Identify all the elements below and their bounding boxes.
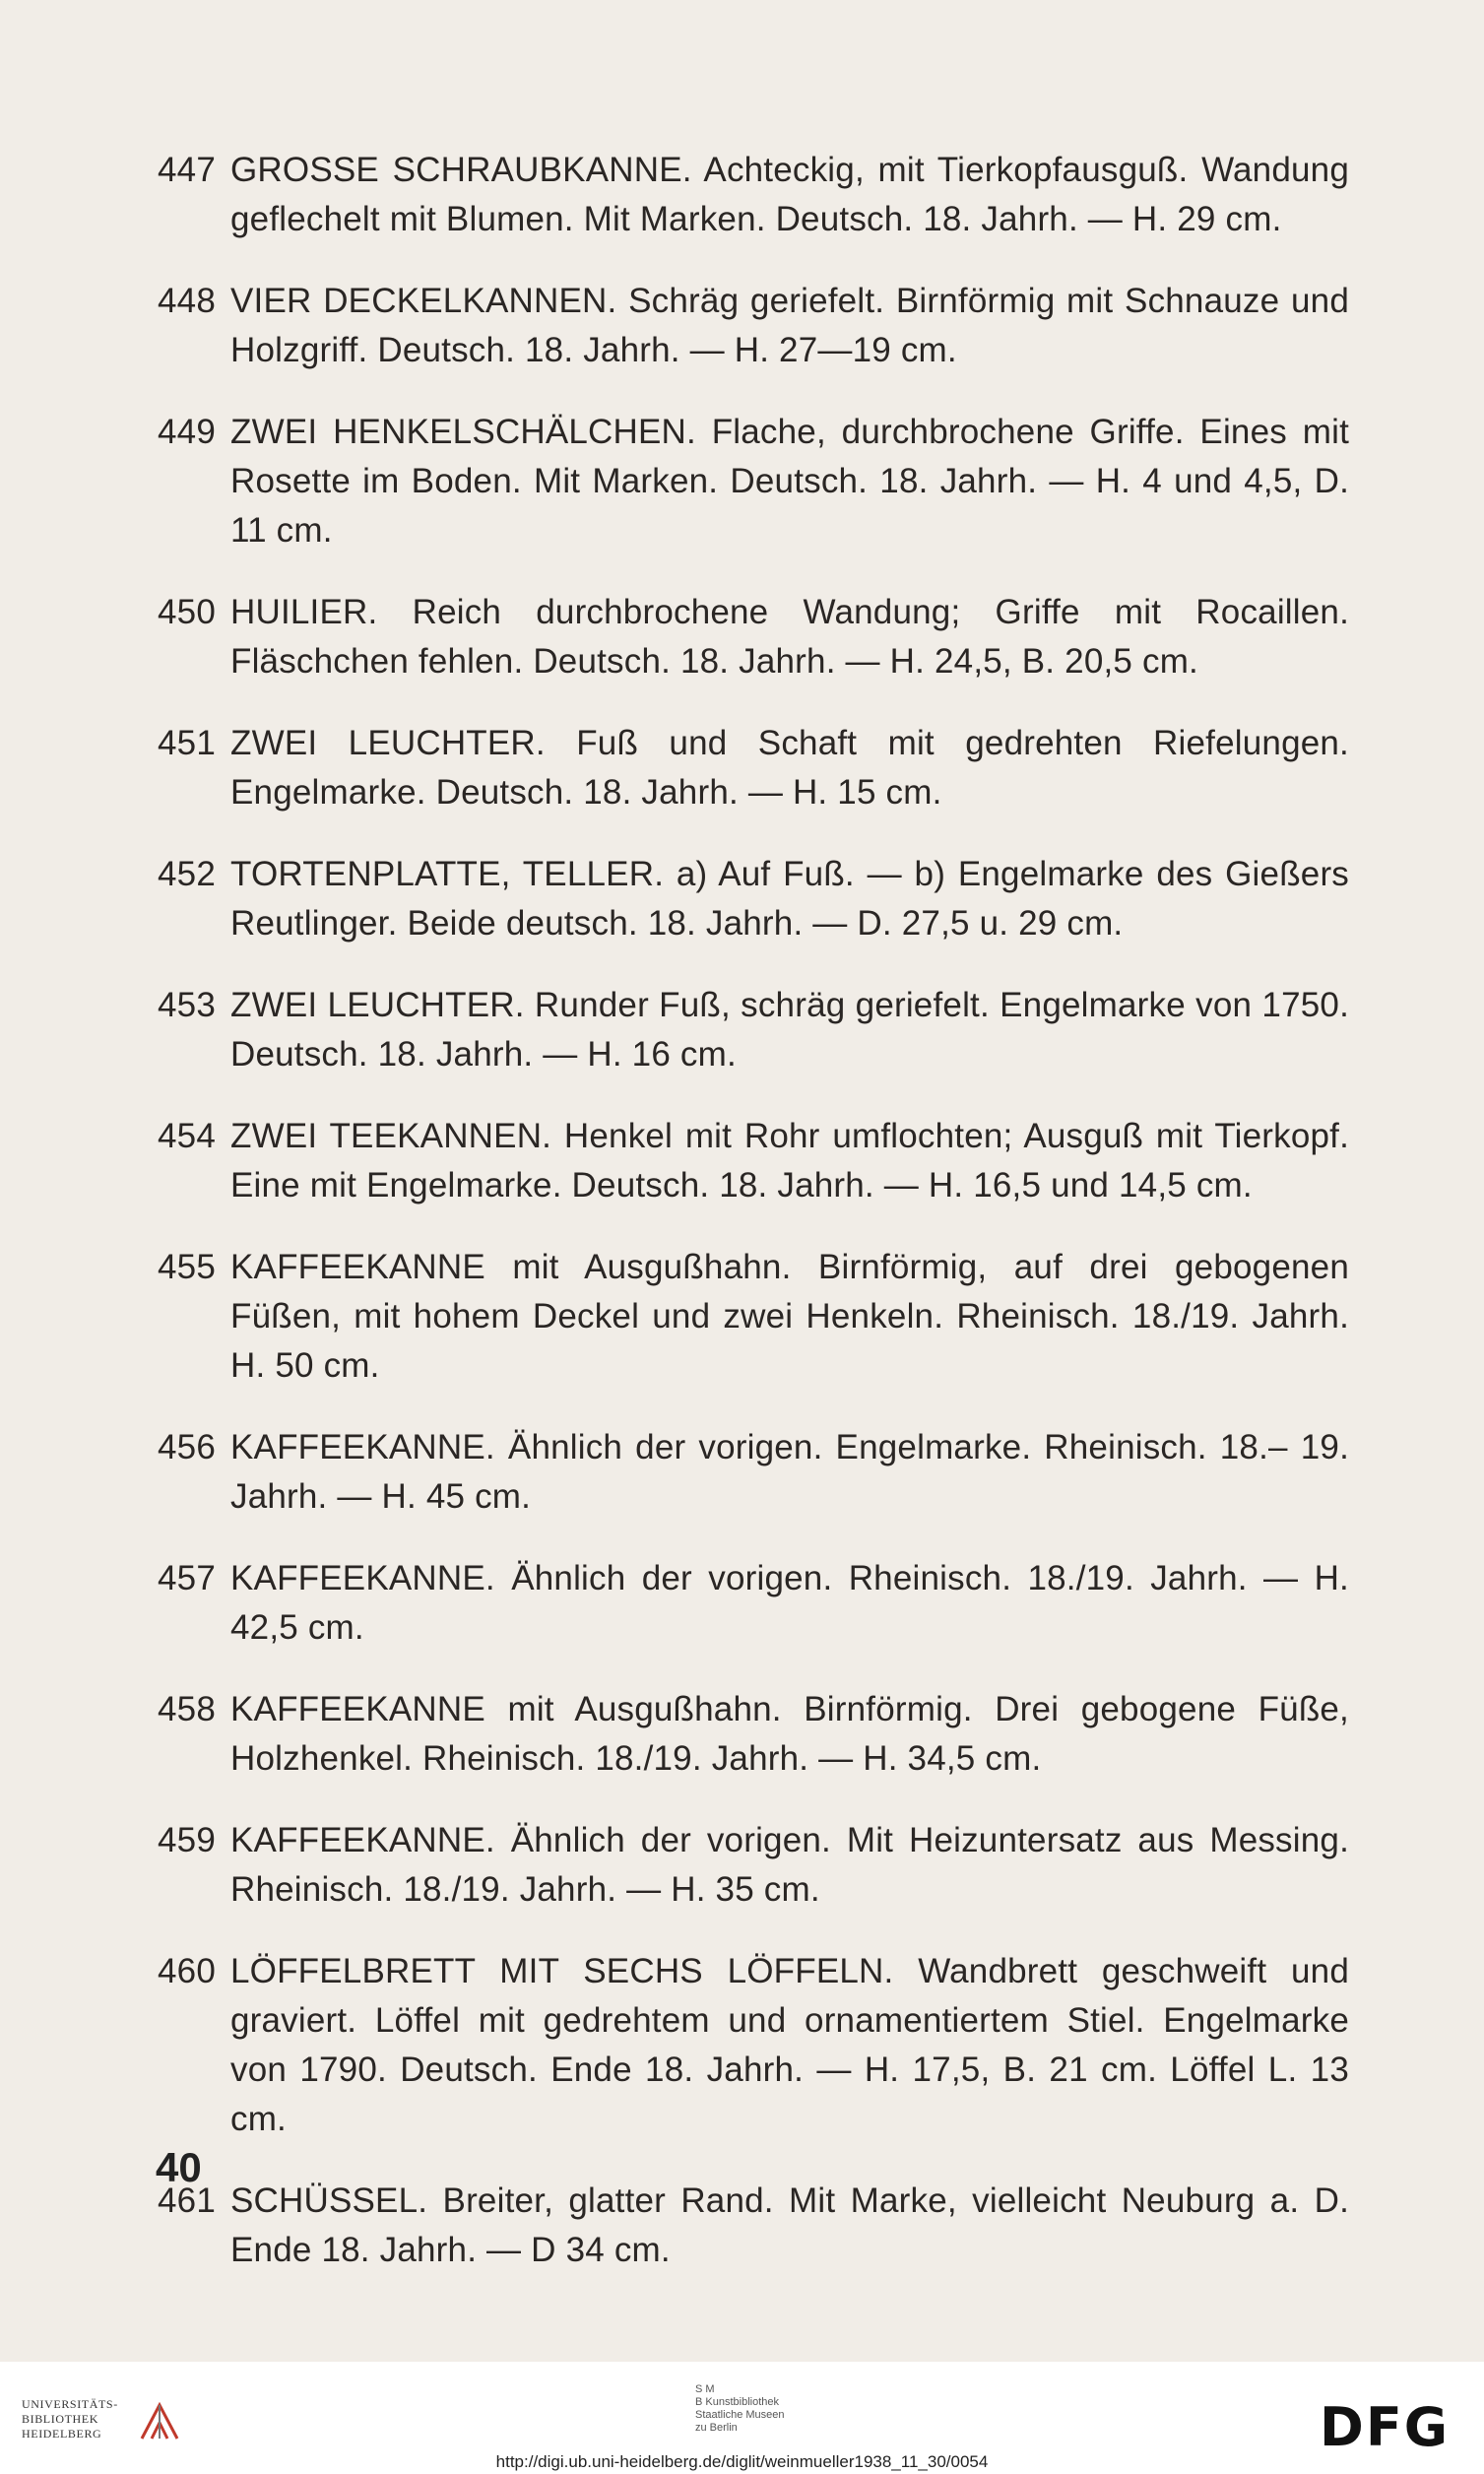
entry-number: 452 — [158, 855, 216, 893]
entry-text: KAFFEEKANNE mit Ausgußhahn. Birnförmig. Drei gebogene Füße, Holzhenkel. Rheinisch. 18./19. Jahrh. — H. 34,5 cm. — [230, 1690, 1349, 1778]
entry-text: VIER DECKELKANNEN. Schräg geriefelt. Birnförmig mit Schnauze und Holzgriff. Deutsch. 18. Jahrh. — H. 27—19 cm. — [230, 282, 1349, 369]
entry-number: 455 — [158, 1248, 216, 1286]
stamp-line: zu Berlin — [695, 2422, 738, 2434]
entry-number: 458 — [158, 1690, 216, 1728]
entry-text: ZWEI LEUCHTER. Fuß und Schaft mit gedrehten Riefelungen. Engelmarke. Deutsch. 18. Jahrh. — H. 15 cm. — [230, 724, 1349, 812]
entry-text: LÖFFELBRETT MIT SECHS LÖFFELN. Wandbrett geschweift und graviert. Löffel mit gedrehtem und ornamentiertem Stiel. Engelmarke von 1790. Deutsch. Ende 18. Jahrh. — H. 17,5, B. 21 cm. Löffel L. 13 cm. — [230, 1952, 1349, 2138]
catalog-entry — [158, 1947, 1349, 2144]
catalog-entry — [158, 277, 1349, 375]
library-name-line: BIBLIOTHEK — [22, 2412, 98, 2426]
entry-text: KAFFEEKANNE. Ähnlich der vorigen. Mit Heizuntersatz aus Messing. Rheinisch. 18./19. Jahrh. — H. 35 cm. — [230, 1821, 1349, 1909]
catalog-entry — [158, 1816, 1349, 1915]
catalog-entry — [158, 981, 1349, 1079]
entry-number: 447 — [158, 151, 216, 189]
catalog-entry — [158, 2177, 1349, 2275]
university-library-logo[interactable] — [22, 2397, 194, 2446]
entry-number: 457 — [158, 1559, 216, 1597]
entry-number: 448 — [158, 282, 216, 320]
entry-text: ZWEI LEUCHTER. Runder Fuß, schräg geriefelt. Engelmarke von 1750. Deutsch. 18. Jahrh. — H. 16 cm. — [230, 986, 1349, 1074]
entry-number: 456 — [158, 1428, 216, 1466]
entry-text: ZWEI TEEKANNEN. Henkel mit Rohr umflochten; Ausguß mit Tierkopf. Eine mit Engelmarke. Deutsch. 18. Jahrh. — H. 16,5 und 14,5 cm. — [230, 1117, 1349, 1204]
catalog-entry — [158, 146, 1349, 244]
entry-number: 461 — [158, 2181, 216, 2220]
catalog-entry — [158, 1554, 1349, 1653]
entry-text: KAFFEEKANNE mit Ausgußhahn. Birnförmig, auf drei gebogenen Füßen, mit hohem Deckel und zwei Henkeln. Rheinisch. 18./19. Jahrh. H. 50 cm. — [230, 1248, 1349, 1385]
entry-number: 453 — [158, 986, 216, 1024]
entry-text: TORTENPLATTE, TELLER. a) Auf Fuß. — b) Engelmarke des Gießers Reutlinger. Beide deutsch. 18. Jahrh. — D. 27,5 u. 29 cm. — [230, 855, 1349, 943]
catalog-entry — [158, 1243, 1349, 1391]
entry-text: SCHÜSSEL. Breiter, glatter Rand. Mit Marke, vielleicht Neuburg a. D. Ende 18. Jahrh. — D 34 cm. — [230, 2181, 1349, 2269]
entry-text: HUILIER. Reich durchbrochene Wandung; Griffe mit Rocaillen. Fläschchen fehlen. Deutsch. 18. Jahrh. — H. 24,5, B. 20,5 cm. — [230, 593, 1349, 681]
catalog-entry — [158, 850, 1349, 948]
entry-text: GROSSE SCHRAUBKANNE. Achteckig, mit Tierkopfausguß. Wandung geflechelt mit Blumen. Mit Marken. Deutsch. 18. Jahrh. — H. 29 cm. — [230, 151, 1349, 238]
library-name-line: UNIVERSITÄTS- — [22, 2397, 118, 2411]
library-emblem-icon — [138, 2399, 187, 2444]
entry-number: 451 — [158, 724, 216, 762]
museum-stamp — [695, 2383, 785, 2435]
entry-number: 450 — [158, 593, 216, 631]
stamp-line: B Kunstbibliothek — [695, 2396, 779, 2408]
dfg-logo[interactable]: DFG — [1320, 2396, 1451, 2458]
permalink-url[interactable]: http://digi.ub.uni-heidelberg.de/diglit/weinmueller1938_11_30/0054 — [495, 2452, 989, 2471]
catalog-entry — [158, 719, 1349, 817]
catalog-entry — [158, 1423, 1349, 1522]
library-name-line: HEIDELBERG — [22, 2427, 102, 2441]
viewer-footer — [0, 2362, 1484, 2474]
entry-number: 454 — [158, 1117, 216, 1155]
entry-text: ZWEI HENKELSCHÄLCHEN. Flache, durchbrochene Griffe. Eines mit Rosette im Boden. Mit Marken. Deutsch. 18. Jahrh. — H. 4 und 4,5, D. 11 cm. — [230, 413, 1349, 550]
catalog-entry — [158, 1112, 1349, 1210]
catalog-entries — [158, 146, 1349, 2308]
catalog-entry — [158, 588, 1349, 686]
stamp-line: S M — [695, 2383, 715, 2395]
library-name — [22, 2397, 138, 2441]
catalog-entry — [158, 1685, 1349, 1784]
catalog-entry — [158, 408, 1349, 555]
entry-text: KAFFEEKANNE. Ähnlich der vorigen. Engelmarke. Rheinisch. 18.– 19. Jahrh. — H. 45 cm. — [230, 1428, 1349, 1516]
entry-text: KAFFEEKANNE. Ähnlich der vorigen. Rheinisch. 18./19. Jahrh. — H. 42,5 cm. — [230, 1559, 1349, 1647]
entry-number: 459 — [158, 1821, 216, 1859]
entry-number: 460 — [158, 1952, 216, 1990]
entry-number: 449 — [158, 413, 216, 451]
stamp-line: Staatliche Museen — [695, 2409, 785, 2421]
page-number: 40 — [156, 2144, 202, 2190]
